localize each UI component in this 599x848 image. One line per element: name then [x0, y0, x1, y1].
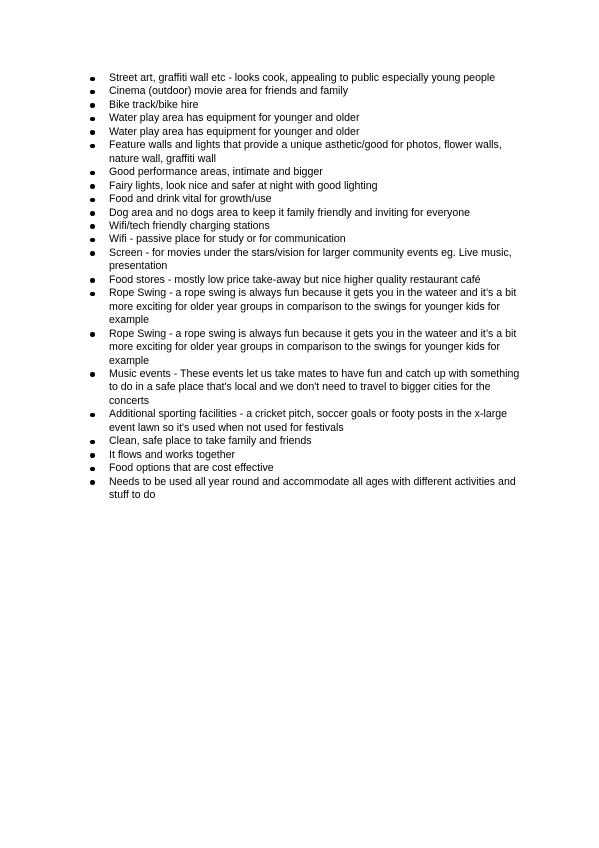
list-item: Rope Swing - a rope swing is always fun because it gets you in the wateer and it’s a bit more exciting for older year groups in comparison to the swings for younger kids for example — [88, 287, 528, 327]
list-item: It flows and works together — [88, 449, 528, 462]
list-item: Food options that are cost effective — [88, 462, 528, 475]
list-item: Cinema (outdoor) movie area for friends and family — [88, 85, 528, 98]
list-item: Water play area has equipment for younger and older — [88, 112, 528, 125]
list-item: Good performance areas, intimate and bigger — [88, 166, 528, 179]
list-item: Additional sporting facilities - a cricket pitch, soccer goals or footy posts in the x-large event lawn so it's used when not used for festivals — [88, 408, 528, 435]
list-item: Wifi/tech friendly charging stations — [88, 220, 528, 233]
bullet-list — [88, 72, 528, 503]
list-item: Dog area and no dogs area to keep it family friendly and inviting for everyone — [88, 207, 528, 220]
list-item: Feature walls and lights that provide a unique asthetic/good for photos, flower walls, nature wall, graffiti wall — [88, 139, 528, 166]
list-item: Food stores - mostly low price take-away but nice higher quality restaurant café — [88, 274, 528, 287]
list-item: Food and drink vital for growth/use — [88, 193, 528, 206]
list-item: Street art, graffiti wall etc - looks cook, appealing to public especially young people — [88, 72, 528, 85]
list-item: Needs to be used all year round and accommodate all ages with different activities and stuff to do — [88, 476, 528, 503]
list-item: Fairy lights, look nice and safer at night with good lighting — [88, 180, 528, 193]
list-item: Water play area has equipment for younger and older — [88, 126, 528, 139]
list-item: Wifi - passive place for study or for communication — [88, 233, 528, 246]
list-item: Screen - for movies under the stars/vision for larger community events eg. Live music, presentation — [88, 247, 528, 274]
list-item: Clean, safe place to take family and friends — [88, 435, 528, 448]
list-item: Bike track/bike hire — [88, 99, 528, 112]
list-item: Music events - These events let us take mates to have fun and catch up with something to do in a safe place that's local and we don't need to travel to bigger cities for the concerts — [88, 368, 528, 408]
list-item: Rope Swing - a rope swing is always fun because it gets you in the wateer and it’s a bit more exciting for older year groups in comparison to the swings for younger kids for example — [88, 328, 528, 368]
